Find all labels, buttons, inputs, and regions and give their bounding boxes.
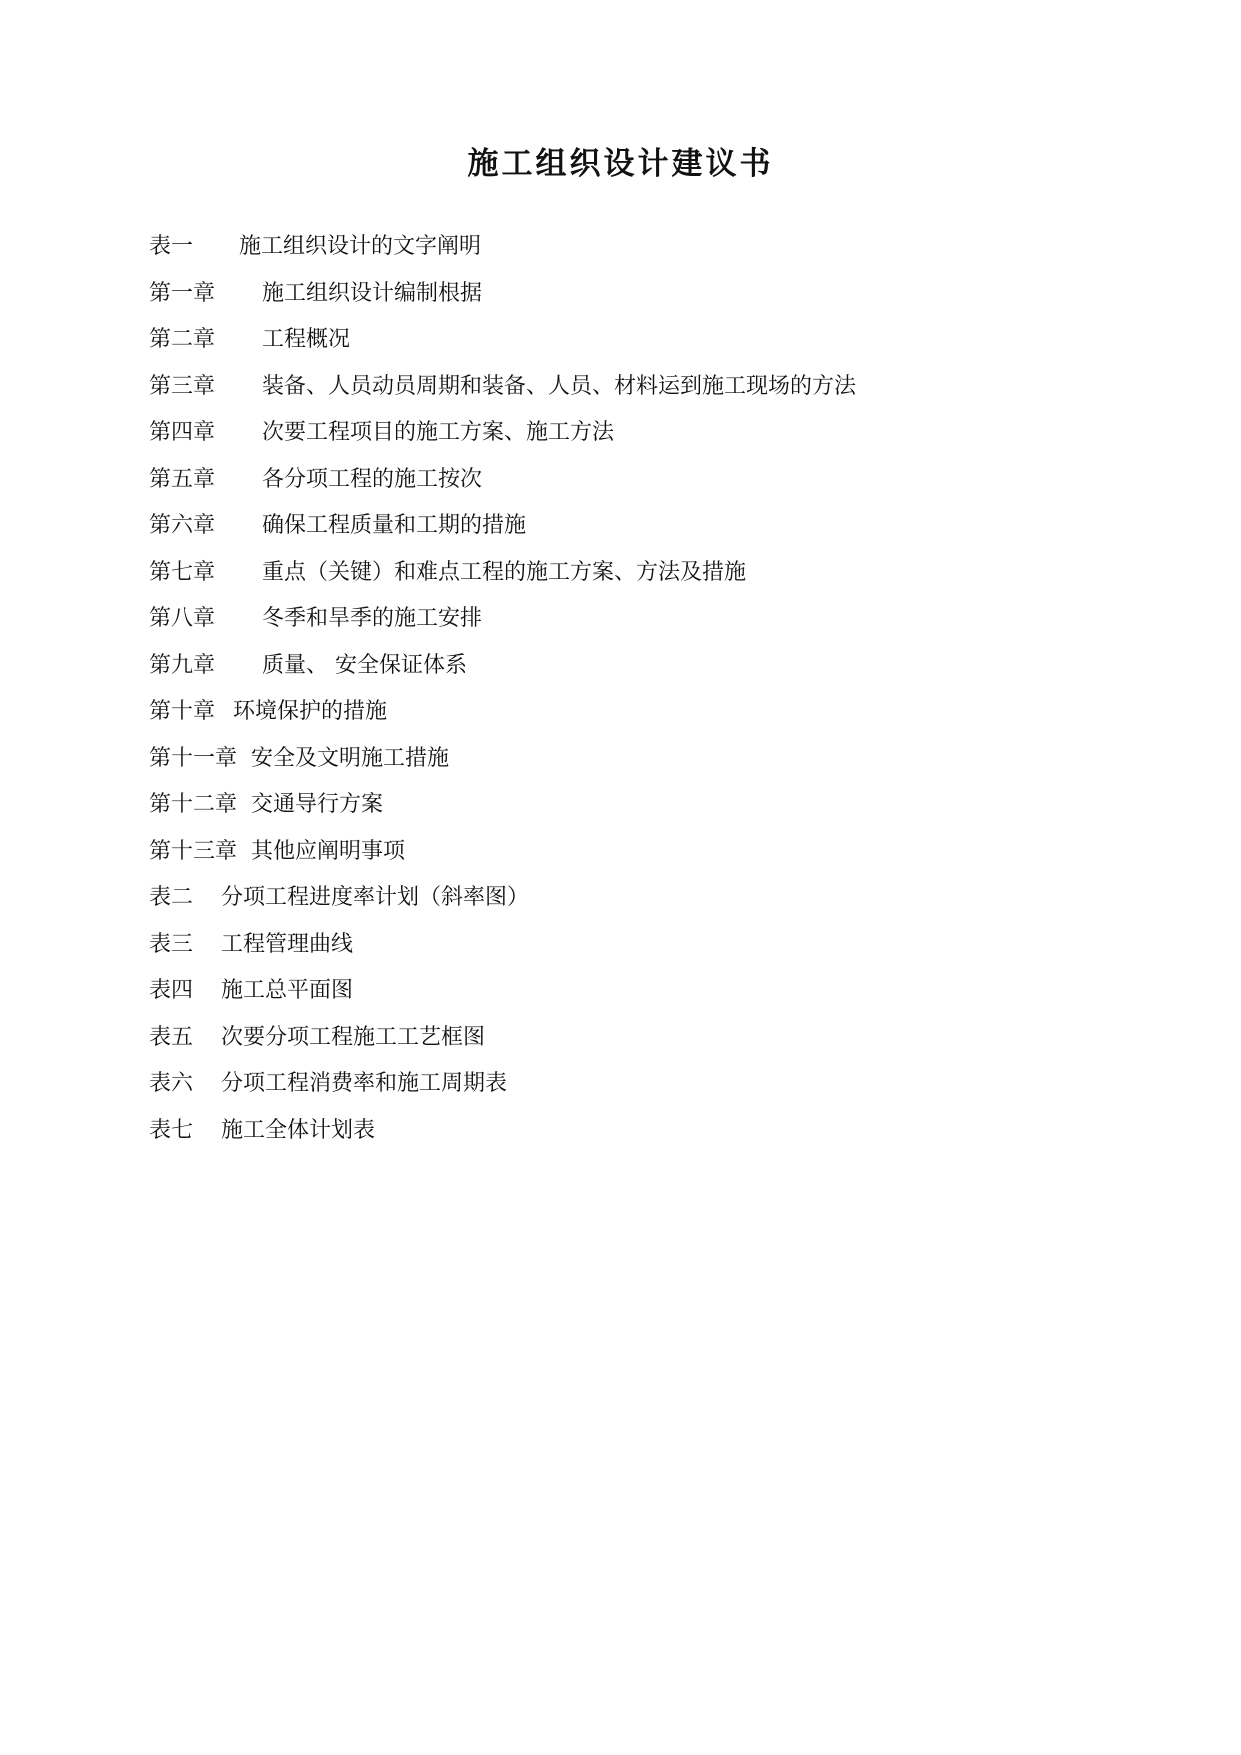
toc-item (149, 410, 1129, 457)
toc-item (149, 922, 1129, 969)
toc-item-text: 交通导行方案 (251, 792, 384, 817)
table-of-contents (149, 224, 1129, 1154)
toc-item (149, 829, 1129, 876)
toc-item-label: 第十章 (149, 699, 216, 724)
toc-item (149, 1108, 1129, 1155)
toc-item-text: 冬季和旱季的施工安排 (262, 606, 483, 631)
toc-item (149, 782, 1129, 829)
toc-item-text: 各分项工程的施工按次 (262, 466, 483, 492)
toc-item-label: 第一章 (149, 280, 216, 306)
toc-item-label: 第十二章 (149, 792, 238, 817)
toc-item (149, 224, 1129, 271)
toc-item-text: 质量、 安全保证体系 (262, 652, 467, 678)
toc-item-text: 确保工程质量和工期的措施 (262, 513, 527, 538)
toc-item-label: 第十一章 (149, 745, 238, 771)
toc-item-text: 施工组织设计的文字阐明 (239, 234, 482, 259)
toc-item-text: 施工全体计划表 (221, 1117, 376, 1143)
toc-item (149, 689, 1129, 736)
toc-item-label: 第三章 (149, 373, 216, 399)
toc-item-text: 装备、人员动员周期和装备、人员、材料运到施工现场的方法 (262, 373, 857, 399)
toc-item (149, 736, 1129, 783)
toc-item-label: 第五章 (149, 466, 216, 492)
toc-item-text: 工程概况 (262, 327, 351, 352)
toc-item-label: 第九章 (149, 652, 216, 678)
toc-item-label: 第八章 (149, 606, 216, 631)
toc-item-text: 次要工程项目的施工方案、施工方法 (262, 420, 615, 445)
toc-item-text: 环境保护的措施 (233, 699, 388, 724)
toc-item (149, 1061, 1129, 1108)
toc-item-label: 表三 (149, 931, 194, 957)
toc-item-label: 第六章 (149, 513, 216, 538)
toc-item (149, 968, 1129, 1015)
toc-item (149, 364, 1129, 411)
toc-item-label: 第七章 (149, 559, 216, 585)
toc-item-text: 分项工程消费率和施工周期表 (221, 1071, 508, 1096)
toc-item (149, 643, 1129, 690)
toc-item-text: 施工总平面图 (221, 978, 354, 1003)
toc-item (149, 317, 1129, 364)
toc-item (149, 503, 1129, 550)
toc-item (149, 271, 1129, 318)
toc-item-label: 表四 (149, 978, 194, 1003)
toc-item (149, 550, 1129, 597)
toc-item-label: 第四章 (149, 420, 216, 445)
toc-item-label: 表七 (149, 1117, 194, 1143)
toc-item (149, 596, 1129, 643)
toc-item-label: 第十三章 (149, 838, 238, 864)
toc-item-label: 第二章 (149, 327, 216, 352)
toc-item (149, 875, 1129, 922)
document-title: 施工组织设计建议书 (467, 146, 774, 182)
toc-item (149, 1015, 1129, 1062)
toc-item (149, 457, 1129, 504)
toc-item-text: 重点（关键）和难点工程的施工方案、方法及措施 (262, 559, 747, 585)
toc-item-label: 表二 (149, 885, 194, 910)
toc-item-text: 其他应阐明事项 (251, 838, 406, 864)
toc-item-label: 表六 (149, 1071, 194, 1096)
toc-item-text: 分项工程进度率计划（斜率图） (221, 885, 530, 910)
toc-item-label: 表五 (149, 1024, 194, 1050)
toc-item-text: 施工组织设计编制根据 (262, 280, 483, 306)
toc-item-text: 安全及文明施工措施 (251, 745, 450, 771)
toc-item-text: 工程管理曲线 (221, 931, 354, 957)
toc-item-label: 表一 (149, 234, 194, 259)
toc-item-text: 次要分项工程施工工艺框图 (221, 1024, 486, 1050)
